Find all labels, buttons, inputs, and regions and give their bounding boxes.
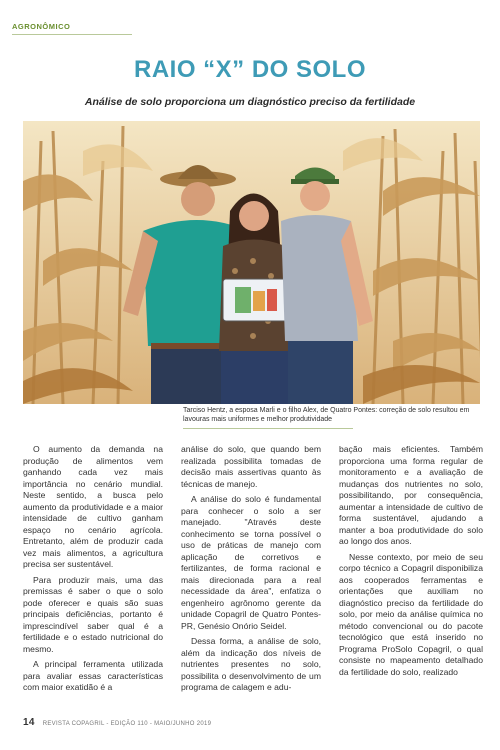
body-column-1 xyxy=(23,444,163,698)
soil-analysis-tablet xyxy=(223,279,288,321)
paragraph: Nesse contexto, por meio de seu corpo técnico a Copagril disponibiliza aos cooperados ferramentas e orientações que auxiliam no diagnóstico preciso da fertilidade do solo, por meio da análise química no método convencional ou do pacote tecnológico que está inserido no Programa ProSolo Copagril, o qual consiste no mapeamento detalhado da fertilidade do solo, realizado xyxy=(339,551,483,677)
page-number: 14 xyxy=(23,717,35,728)
paragraph: análise do solo, que quando bem realizada possibilita tomadas de decisão mais assertivas quanto às técnicas de manejo. xyxy=(181,444,321,489)
caption-divider xyxy=(183,428,353,429)
cornfield-family-illustration xyxy=(23,121,480,404)
section-divider xyxy=(12,34,132,35)
article-photo xyxy=(23,121,480,404)
paragraph: Dessa forma, a análise de solo, além da indicação dos níveis de nutrientes presentes no solo, possibilita o desenvolvimento de um programa de calagem e adu- xyxy=(181,636,321,692)
paragraph: bação mais eficientes. Também proporciona uma forma regular de monitoramento e a avaliação de mudanças dos nutrientes no solo, possibilitando, por consequência, aumentar a intensidade de cultivo de forma sustentável, ajudando a manter a boa produtividade do solo ao longo dos anos. xyxy=(339,444,483,546)
paragraph: A principal ferramenta utilizada para avaliar essas características com maior exatidão é a xyxy=(23,659,163,692)
paragraph: O aumento da demanda na produção de alimentos vem ganhando cada vez mais importância no cenário mundial. Neste sentido, a busca pelo aumento da produtividade e a maior intensidade de cultivo ganham espaço no cenário agrícola. Entretanto, além de produzir cada vez mais alimentos, a agricultura precisa ser sustentável. xyxy=(23,444,163,569)
paragraph: A análise do solo é fundamental para conhecer o solo a ser manejado. "Através deste conhecimento se torna possível o uso de práticas de manejo com aplicação de corretivos e fertilizantes, de forma racional e mais direcionada para a real necessidade da área", enfatiza o engenheiro agrônomo gerente da unidade Copagril de Quatro Pontes-PR, Genésio Onório Seidel. xyxy=(181,494,321,631)
publication-info: REVISTA COPAGRIL - EDIÇÃO 110 - MAIO/JUNHO 2019 xyxy=(42,721,212,727)
page-footer xyxy=(23,717,211,728)
section-label: AGRONÔMICO xyxy=(12,22,71,31)
article-subheadline: Análise de solo proporciona um diagnóstico preciso da fertilidade xyxy=(84,96,416,108)
body-column-3 xyxy=(339,444,483,682)
paragraph: Para produzir mais, uma das premissas é saber o que o solo pode oferecer e quais são suas principais deficiências, portanto é imprescindível saber qual é a fertilidade e o estado nutricional do mesmo. xyxy=(23,574,163,654)
article-headline: RAIO “X” DO SOLO xyxy=(133,56,366,83)
photo-caption: Tarciso Hentz, a esposa Marli e o filho Alex, de Quatro Pontes: correção de solo resultou em lavouras mais uniformes e melhor produtividade xyxy=(183,407,470,423)
body-column-2 xyxy=(181,444,321,698)
